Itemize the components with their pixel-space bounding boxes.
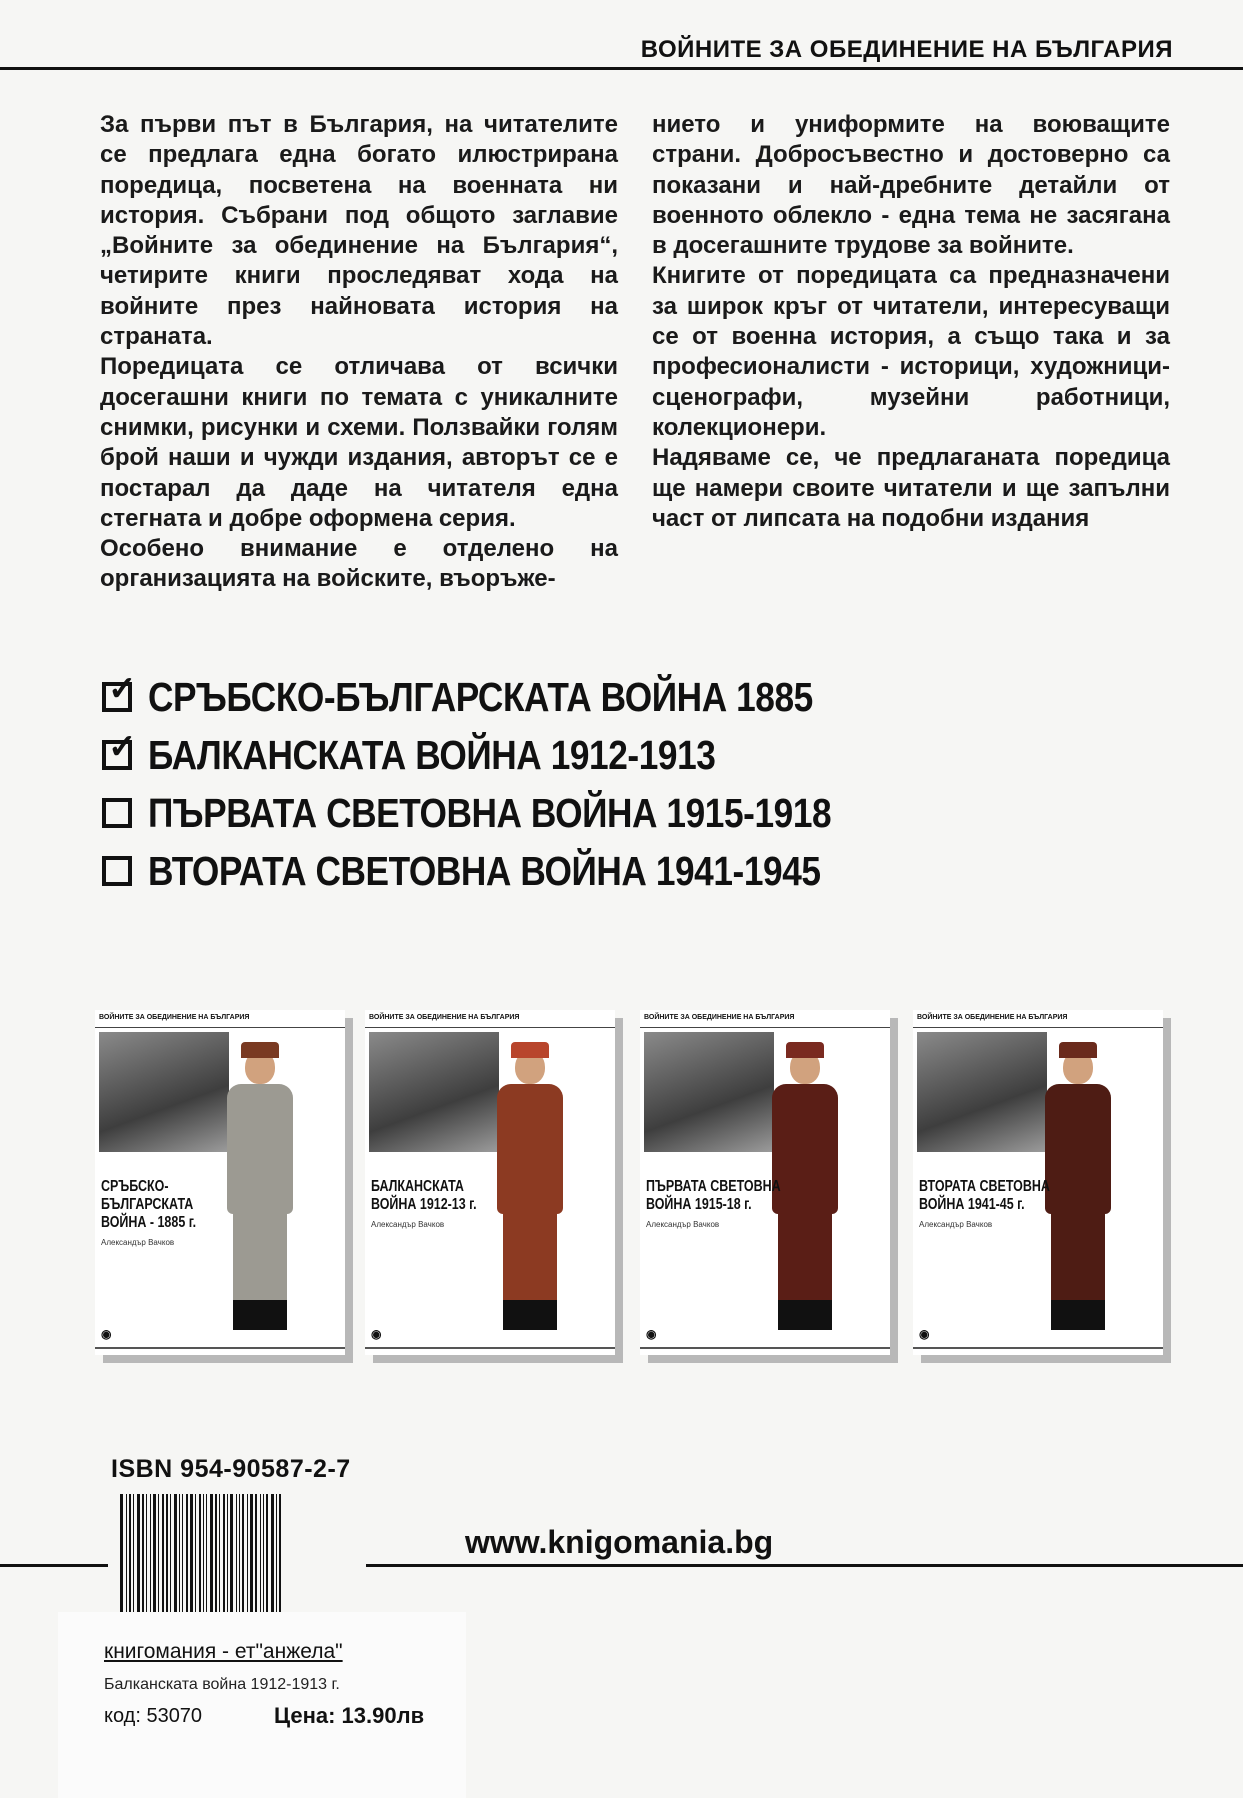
book-cover <box>365 1010 615 1355</box>
book-cover <box>95 1010 345 1355</box>
barcode-bar <box>239 1494 240 1612</box>
header-rule <box>0 67 1243 70</box>
barcode-bar <box>199 1494 201 1612</box>
barcode-bar <box>182 1494 183 1612</box>
cover-series: ВОЙНИТЕ ЗА ОБЕДИНЕНИЕ НА БЪЛГАРИЯ <box>365 1010 615 1028</box>
cover-title-line: ВОЙНА 1915-18 г. <box>646 1196 752 1213</box>
barcode-bar <box>236 1494 237 1612</box>
cover-title <box>646 1178 781 1214</box>
cover-title-line: ВОЙНА - 1885 г. <box>101 1214 197 1231</box>
checkbox-icon <box>102 728 137 770</box>
barcode-bar <box>158 1494 159 1612</box>
sticker-price: Цена: 13.90лв <box>274 1703 425 1728</box>
barcode-bar <box>266 1494 268 1612</box>
checkmark-icon: ✓ <box>108 728 137 766</box>
publisher-logo-icon: ◉ <box>919 1327 930 1341</box>
barcode-bar <box>179 1494 180 1612</box>
barcode-bar <box>137 1494 140 1612</box>
paragraph: Книгите от поредицата са предназначени за широк кръг от читатели, интересуващи се от военна история, а също така и за професионалисти - историци, художници-сценографи, музейни работници, колекционери. <box>652 262 1170 441</box>
barcode-bar <box>186 1494 188 1612</box>
cover-photo <box>644 1032 774 1152</box>
cover-title-line: ПЪРВАТА СВЕТОВНА <box>646 1178 781 1195</box>
barcode-bar <box>271 1494 274 1612</box>
book-covers <box>95 1010 1175 1360</box>
barcode-bar <box>153 1494 156 1612</box>
cover-author: Александър Вачков <box>101 1238 175 1247</box>
cover-title <box>371 1178 477 1214</box>
soldier-illustration <box>485 1050 575 1330</box>
checklist-item <box>102 668 942 726</box>
cover-title-line: ВОЙНА 1912-13 г. <box>371 1196 477 1213</box>
book-cover <box>640 1010 890 1355</box>
cover-author: Александър Вачков <box>919 1220 993 1229</box>
barcode-bar <box>227 1494 228 1612</box>
barcode-icon <box>120 1494 328 1612</box>
sticker-code: код: 53070 <box>104 1705 203 1727</box>
barcode-bar <box>260 1494 261 1612</box>
paragraph: Поредицата се отличава от всички досегашни книги по темата с уникалните снимки, рисунки и схеми. Ползвайки голям брой наши и чужди издания, авторът се е постарал да даде на читателя една стегната и добре оформена серия. <box>100 353 618 532</box>
cover-title-line: СРЪБСКО- <box>101 1178 169 1195</box>
publisher-logo-icon: ◉ <box>646 1327 657 1341</box>
cover-title-line: БАЛКАНСКАТА <box>371 1178 464 1195</box>
cover-author: Александър Вачков <box>646 1220 720 1229</box>
cover-photo <box>917 1032 1047 1152</box>
text-column-right <box>652 110 1170 534</box>
barcode-bar <box>215 1494 217 1612</box>
website-url: www.knigomania.bg <box>465 1524 774 1560</box>
cover-title-line: ВОЙНА 1941-45 г. <box>919 1196 1025 1213</box>
barcode-bar <box>276 1494 277 1612</box>
barcode-bar <box>223 1494 225 1612</box>
barcode-bar <box>133 1494 134 1612</box>
barcode-bar <box>142 1494 144 1612</box>
checklist-label: ПЪРВАТА СВЕТОВНА ВОЙНА 1915-1918 <box>148 789 832 836</box>
barcode-bar <box>219 1494 220 1612</box>
cover-author: Александър Вачков <box>371 1220 445 1229</box>
cover-photo <box>369 1032 499 1152</box>
barcode-bar <box>170 1494 171 1612</box>
barcode-bar <box>210 1494 213 1612</box>
cover-rule <box>95 1347 345 1349</box>
cover-title-line: ВТОРАТА СВЕТОВНА <box>919 1178 1050 1195</box>
isbn: ISBN 954-90587-2-7 <box>111 1455 351 1483</box>
footer-rule <box>366 1564 1243 1567</box>
barcode-bar <box>129 1494 131 1612</box>
checkbox-icon <box>102 798 132 828</box>
cover-rule <box>640 1347 890 1349</box>
cover-photo <box>99 1032 229 1152</box>
checklist-label: БАЛКАНСКАТА ВОЙНА 1912-1913 <box>148 731 716 778</box>
cover-series: ВОЙНИТЕ ЗА ОБЕДИНЕНИЕ НА БЪЛГАРИЯ <box>913 1010 1163 1028</box>
barcode-bar <box>162 1494 164 1612</box>
series-checklist <box>102 668 942 900</box>
barcode-bar <box>174 1494 177 1612</box>
barcode-bar <box>242 1494 244 1612</box>
footer-rule <box>0 1564 108 1567</box>
barcode-bar <box>230 1494 233 1612</box>
cover-rule <box>365 1347 615 1349</box>
barcode-bar <box>206 1494 207 1612</box>
paragraph: За първи път в България, на читателите се предлага една богато илюстрирана поредица, посветена на военната ни история. Събрани под общото заглавие „Войните за обединение на България“, четирите книги проследяват хода на войните през найновата история на страната. <box>100 111 618 351</box>
barcode-bar <box>150 1494 151 1612</box>
checklist-label: СРЪБСКО-БЪЛГАРСКАТА ВОЙНА 1885 <box>148 673 813 720</box>
soldier-illustration <box>215 1050 305 1330</box>
barcode-bar <box>120 1494 123 1612</box>
barcode-bar <box>279 1494 281 1612</box>
series-title: ВОЙНИТЕ ЗА ОБЕДИНЕНИЕ НА БЪЛГАРИЯ <box>640 36 1173 63</box>
sticker-shop: книгомания - ет"анжела" <box>104 1640 343 1663</box>
barcode-bar <box>255 1494 257 1612</box>
cover-title <box>919 1178 1050 1214</box>
checklist-item <box>102 784 942 842</box>
barcode-bar <box>263 1494 264 1612</box>
barcode-bar <box>126 1494 127 1612</box>
cover-title <box>101 1178 196 1232</box>
checklist-label: ВТОРАТА СВЕТОВНА ВОЙНА 1941-1945 <box>148 847 821 894</box>
barcode-bar <box>203 1494 204 1612</box>
paragraph: Особено внимание е отделено на организацията на войските, въоръже- <box>100 535 618 593</box>
publisher-logo-icon: ◉ <box>101 1327 112 1341</box>
checklist-item <box>102 726 942 784</box>
text-column-left <box>100 110 618 595</box>
paragraph: Надяваме се, че предлаганата поредица ще намери своите читатели и ще запълни част от липсата на подобни издания <box>652 444 1170 532</box>
book-cover <box>913 1010 1163 1355</box>
sticker-book-title: Балканската война 1912-1913 г. <box>104 1676 340 1693</box>
cover-series: ВОЙНИТЕ ЗА ОБЕДИНЕНИЕ НА БЪЛГАРИЯ <box>640 1010 890 1028</box>
barcode-bar <box>190 1494 193 1612</box>
cover-rule <box>913 1347 1163 1349</box>
publisher-logo-icon: ◉ <box>371 1327 382 1341</box>
barcode-bar <box>146 1494 147 1612</box>
barcode-bar <box>250 1494 253 1612</box>
cover-series: ВОЙНИТЕ ЗА ОБЕДИНЕНИЕ НА БЪЛГАРИЯ <box>95 1010 345 1028</box>
checkmark-icon: ✓ <box>108 670 137 708</box>
paragraph: нието и униформите на воюващите страни. Добросъвестно и достоверно са показани и най-дребните детайли от военното облекло - една тема не засягана в досегашните трудове за войните. <box>652 111 1170 260</box>
checklist-item <box>102 842 942 900</box>
barcode-bar <box>195 1494 196 1612</box>
checkbox-icon <box>102 856 132 886</box>
barcode-bar <box>166 1494 168 1612</box>
checkbox-icon <box>102 670 137 712</box>
barcode-bar <box>247 1494 248 1612</box>
cover-title-line: БЪЛГАРСКАТА <box>101 1196 194 1213</box>
